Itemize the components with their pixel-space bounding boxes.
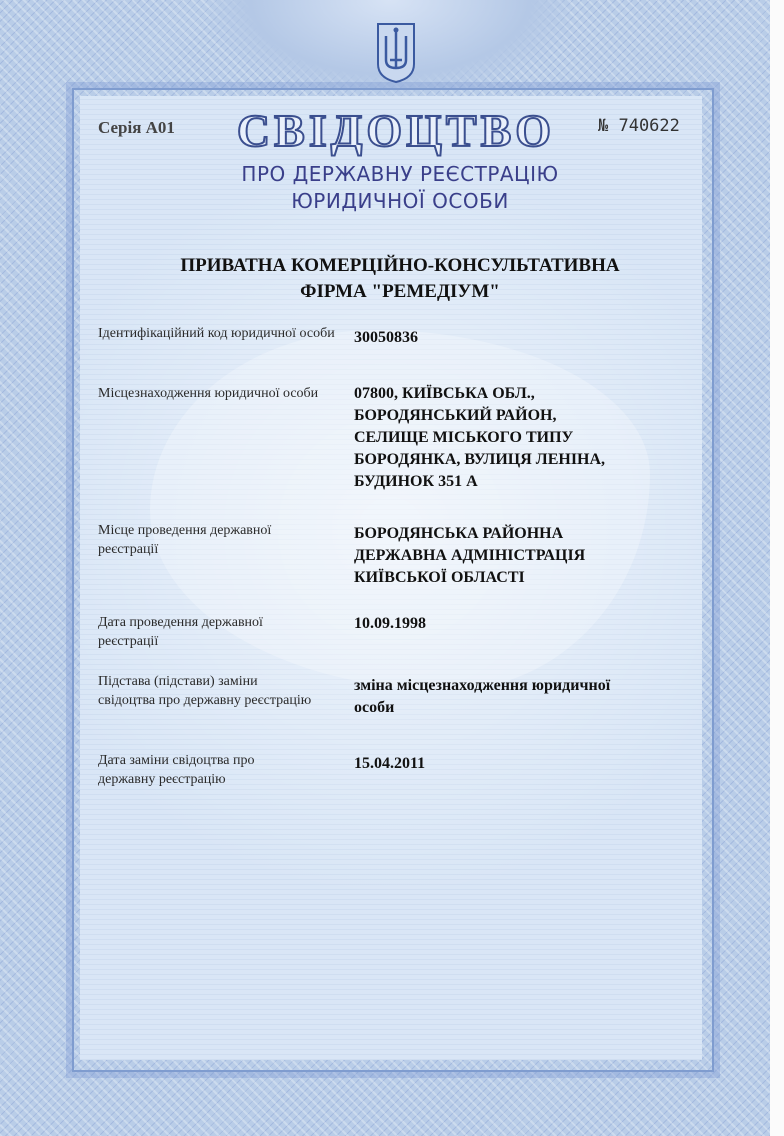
registration-place-value	[354, 523, 684, 589]
value-line: СЕЛИЩЕ МІСЬКОГО ТИПУ	[354, 429, 574, 446]
subtitle-line-2: ЮРИДИЧНОЇ ОСОБИ	[291, 189, 509, 213]
value-line: 10.09.1998	[354, 615, 426, 632]
replacement-date-label: Дата заміни свідоцтва про державну реєстрацію	[98, 753, 255, 787]
entity-name-line-2: ФІРМА "РЕМЕДІУМ"	[300, 281, 500, 302]
value-line: БОРОДЯНСЬКИЙ РАЙОН,	[354, 407, 557, 424]
replacement-reason-value	[354, 675, 684, 719]
value-line: БОРОДЯНКА, ВУЛИЦЯ ЛЕНІНА,	[354, 451, 606, 468]
value-line: 07800, КИЇВСЬКА ОБЛ.,	[354, 385, 535, 402]
value-line: зміна місцезнаходження юридичної	[354, 677, 611, 694]
registration-date-label: Дата проведення державної реєстрації	[98, 615, 263, 649]
certificate-number: № 740622	[598, 116, 680, 136]
id-code-value	[354, 327, 684, 349]
entity-name-line-1: ПРИВАТНА КОМЕРЦІЙНО-КОНСУЛЬТАТИВНА	[180, 255, 620, 276]
trident-emblem	[374, 20, 418, 84]
address-value	[354, 383, 684, 493]
value-line: 15.04.2011	[354, 755, 426, 772]
value-line: БУДИНОК 351 А	[354, 473, 478, 490]
replacement-date-value	[354, 753, 684, 775]
page-title: СВІДОЦТВО	[236, 105, 556, 156]
value-line: 30050836	[354, 329, 418, 346]
registration-place-label: Місце проведення державної реєстрації	[98, 523, 272, 557]
value-line: КИЇВСЬКОЇ ОБЛАСТІ	[354, 569, 525, 586]
value-line: ДЕРЖАВНА АДМІНІСТРАЦІЯ	[354, 547, 586, 564]
value-line: БОРОДЯНСЬКА РАЙОННА	[354, 525, 564, 542]
subtitle-line-1: ПРО ДЕРЖАВНУ РЕЄСТРАЦІЮ	[241, 162, 559, 186]
replacement-reason-label: Підстава (підстави) заміни свідоцтва про державну реєстрацію	[98, 674, 312, 708]
id-code-label: Ідентифікаційний код юридичної особи	[98, 326, 335, 341]
registration-date-value	[354, 613, 684, 635]
address-label: Місцезнаходження юридичної особи	[98, 386, 319, 401]
scan-edge	[770, 0, 784, 1136]
value-line: особи	[354, 699, 395, 716]
series-label: Серія А01	[98, 118, 175, 137]
